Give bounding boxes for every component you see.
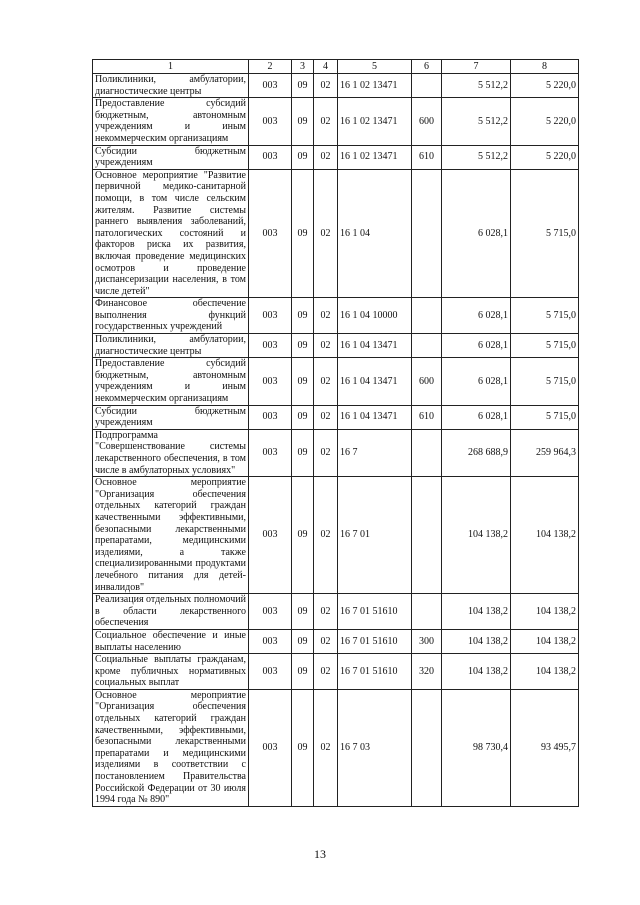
row-name: Поликлиники, амбулатории, диагностические центры [93,334,249,358]
row-name: Подпрограмма "Совершенствование системы лекарственного обеспечения, в том числе в амбулаторных условиях" [93,429,249,476]
table-row [93,145,579,169]
row-name: Реализация отдельных полномочий в области лекарственного обеспечения [93,594,249,630]
target-article-code: 16 7 01 51610 [338,629,412,653]
target-article-code: 16 1 02 13471 [338,98,412,145]
row-name: Предоставление субсидий бюджетным, автономным учреждениям и иным некоммерческим организациям [93,98,249,145]
expense-type-code [412,298,442,334]
expense-type-code: 320 [412,654,442,690]
budget-table [92,59,579,807]
amount-col7: 6 028,1 [442,405,511,429]
expense-type-code [412,334,442,358]
expense-type-code [412,74,442,98]
amount-col8: 5 715,0 [511,298,579,334]
section-code: 09 [292,98,314,145]
expense-type-code [412,169,442,298]
section-code: 09 [292,429,314,476]
amount-col7: 268 688,9 [442,429,511,476]
table-row [93,429,579,476]
target-article-code: 16 1 04 [338,169,412,298]
amount-col8: 5 715,0 [511,358,579,405]
section-code: 09 [292,594,314,630]
column-header: 2 [249,60,292,74]
table-row [93,298,579,334]
column-header: 3 [292,60,314,74]
column-header: 6 [412,60,442,74]
expense-type-code [412,594,442,630]
expense-type-code [412,477,442,594]
expense-type-code: 610 [412,405,442,429]
amount-col7: 104 138,2 [442,654,511,690]
amount-col8: 5 220,0 [511,145,579,169]
table-row [93,405,579,429]
table-row [93,98,579,145]
ministry-code: 003 [249,405,292,429]
amount-col7: 5 512,2 [442,98,511,145]
column-header: 1 [93,60,249,74]
amount-col7: 5 512,2 [442,74,511,98]
subsection-code: 02 [314,594,338,630]
row-name: Основное мероприятие "Развитие первичной медико-санитарной помощи, в том числе сельским жителям. Развитие системы раннего выявления заболеваний, патологических состояний и факторов риска их развития, включая проведение медицинских осмотров и проведение диспансеризации населения, в том числе детей" [93,169,249,298]
amount-col8: 5 220,0 [511,98,579,145]
row-name: Финансовое обеспечение выполнения функций государственных учреждений [93,298,249,334]
target-article-code: 16 7 01 [338,477,412,594]
row-name: Социальные выплаты гражданам, кроме публичных нормативных социальных выплат [93,654,249,690]
ministry-code: 003 [249,629,292,653]
amount-col7: 104 138,2 [442,594,511,630]
amount-col7: 6 028,1 [442,298,511,334]
section-code: 09 [292,654,314,690]
target-article-code: 16 1 04 13471 [338,358,412,405]
ministry-code: 003 [249,98,292,145]
row-name: Поликлиники, амбулатории, диагностические центры [93,74,249,98]
subsection-code: 02 [314,334,338,358]
ministry-code: 003 [249,169,292,298]
target-article-code: 16 7 01 51610 [338,654,412,690]
ministry-code: 003 [249,594,292,630]
section-code: 09 [292,689,314,806]
subsection-code: 02 [314,74,338,98]
table-row [93,74,579,98]
column-header: 8 [511,60,579,74]
target-article-code: 16 1 04 13471 [338,405,412,429]
amount-col8: 5 715,0 [511,405,579,429]
section-code: 09 [292,629,314,653]
section-code: 09 [292,298,314,334]
ministry-code: 003 [249,334,292,358]
section-code: 09 [292,74,314,98]
column-header: 4 [314,60,338,74]
amount-col8: 259 964,3 [511,429,579,476]
amount-col7: 6 028,1 [442,358,511,405]
expense-type-code [412,429,442,476]
row-name: Субсидии бюджетным учреждениям [93,145,249,169]
subsection-code: 02 [314,654,338,690]
table-row [93,654,579,690]
target-article-code: 16 7 03 [338,689,412,806]
target-article-code: 16 7 01 51610 [338,594,412,630]
target-article-code: 16 7 [338,429,412,476]
target-article-code: 16 1 04 10000 [338,298,412,334]
amount-col8: 5 220,0 [511,74,579,98]
table-row [93,629,579,653]
column-header: 7 [442,60,511,74]
section-code: 09 [292,405,314,429]
subsection-code: 02 [314,169,338,298]
amount-col8: 104 138,2 [511,594,579,630]
section-code: 09 [292,169,314,298]
table-row [93,477,579,594]
target-article-code: 16 1 02 13471 [338,74,412,98]
subsection-code: 02 [314,477,338,594]
section-code: 09 [292,145,314,169]
ministry-code: 003 [249,145,292,169]
subsection-code: 02 [314,145,338,169]
section-code: 09 [292,334,314,358]
header-row [93,60,579,74]
target-article-code: 16 1 04 13471 [338,334,412,358]
row-name: Предоставление субсидий бюджетным, автономным учреждениям и иным некоммерческим организациям [93,358,249,405]
ministry-code: 003 [249,654,292,690]
table-row [93,594,579,630]
row-name: Основное мероприятие "Организация обеспечения отдельных категорий граждан качественными, эффективными, безопасными лекарственными препаратами и медицинскими изделиями в соответствии с постановлением Правительства Российской Федерации от 30 июля 1994 года № 890" [93,689,249,806]
ministry-code: 003 [249,689,292,806]
expense-type-code [412,689,442,806]
ministry-code: 003 [249,477,292,594]
amount-col8: 104 138,2 [511,654,579,690]
amount-col8: 5 715,0 [511,169,579,298]
amount-col7: 98 730,4 [442,689,511,806]
amount-col7: 6 028,1 [442,334,511,358]
amount-col7: 6 028,1 [442,169,511,298]
column-header: 5 [338,60,412,74]
row-name: Социальное обеспечение и иные выплаты населению [93,629,249,653]
amount-col8: 104 138,2 [511,477,579,594]
amount-col8: 93 495,7 [511,689,579,806]
table-row [93,334,579,358]
subsection-code: 02 [314,689,338,806]
section-code: 09 [292,477,314,594]
table-row [93,169,579,298]
amount-col8: 5 715,0 [511,334,579,358]
subsection-code: 02 [314,429,338,476]
ministry-code: 003 [249,74,292,98]
table-row [93,689,579,806]
amount-col8: 104 138,2 [511,629,579,653]
row-name: Основное мероприятие "Организация обеспечения отдельных категорий граждан качественными эффективными, безопасными лекарственными препаратами, медицинскими изделиями, а также специализированными продуктами лечебного питания для детей-инвалидов" [93,477,249,594]
row-name: Субсидии бюджетным учреждениям [93,405,249,429]
subsection-code: 02 [314,98,338,145]
expense-type-code: 300 [412,629,442,653]
ministry-code: 003 [249,429,292,476]
page-number: 13 [314,847,326,861]
amount-col7: 104 138,2 [442,629,511,653]
amount-col7: 5 512,2 [442,145,511,169]
ministry-code: 003 [249,358,292,405]
expense-type-code: 610 [412,145,442,169]
ministry-code: 003 [249,298,292,334]
expense-type-code: 600 [412,358,442,405]
subsection-code: 02 [314,298,338,334]
subsection-code: 02 [314,405,338,429]
expense-type-code: 600 [412,98,442,145]
subsection-code: 02 [314,629,338,653]
subsection-code: 02 [314,358,338,405]
table-row [93,358,579,405]
amount-col7: 104 138,2 [442,477,511,594]
target-article-code: 16 1 02 13471 [338,145,412,169]
section-code: 09 [292,358,314,405]
